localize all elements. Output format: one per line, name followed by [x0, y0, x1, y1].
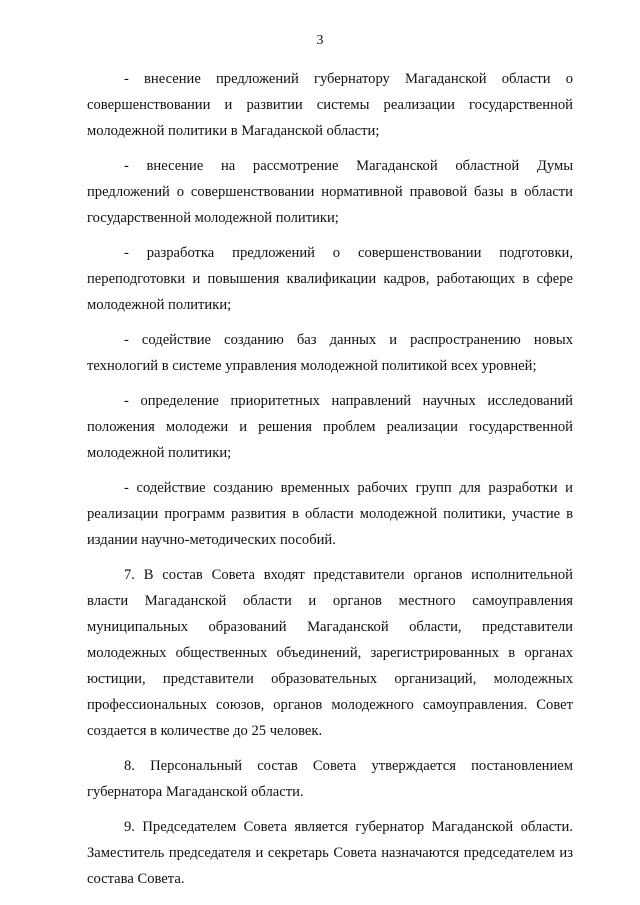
paragraph-databases: - содействие созданию баз данных и распространению новых технологий в системе управления молодежной политикой всех уровней; [87, 332, 573, 374]
paragraph-working-groups: - содействие созданию временных рабочих групп для разработки и реализации программ развития в области молодежной политики, участие в издании научно-методических пособий. [87, 480, 573, 548]
paragraph-council-chair: 9. Председателем Совета является губернатор Магаданской области. Заместитель председателя и секретарь Совета назначаются председателем из состава Совета. [87, 819, 573, 887]
paragraph-staff-training: - разработка предложений о совершенствовании подготовки, переподготовки и повышения квалификации кадров, работающих в сфере молодежной политики; [87, 245, 573, 313]
document-body [87, 66, 573, 901]
paragraph-research-priorities: - определение приоритетных направлений научных исследований положения молодежи и решения проблем реализации государственной молодежной политики; [87, 393, 573, 461]
paragraph-council-approval: 8. Персональный состав Совета утверждается постановлением губернатора Магаданской области. [87, 758, 573, 800]
page-number: 3 [316, 33, 324, 48]
paragraph-proposals-governor: - внесение предложений губернатору Магаданской области о совершенствовании и развитии системы реализации государственной молодежной политики в Магаданской области; [87, 71, 573, 139]
paragraph-council-composition: 7. В состав Совета входят представители органов исполнительной власти Магаданской области и органов местного самоуправления муниципальных образований Магаданской области, представители молодежных общественных объединений, зарегистрированных в органах юстиции, представители образовательных организаций, молодежных профессиональных союзов, органов молодежного самоуправления. Совет создается в количестве до 25 человек. [87, 567, 573, 739]
paragraph-proposals-duma: - внесение на рассмотрение Магаданской областной Думы предложений о совершенствовании нормативной правовой базы в области государственной молодежной политики; [87, 158, 573, 226]
